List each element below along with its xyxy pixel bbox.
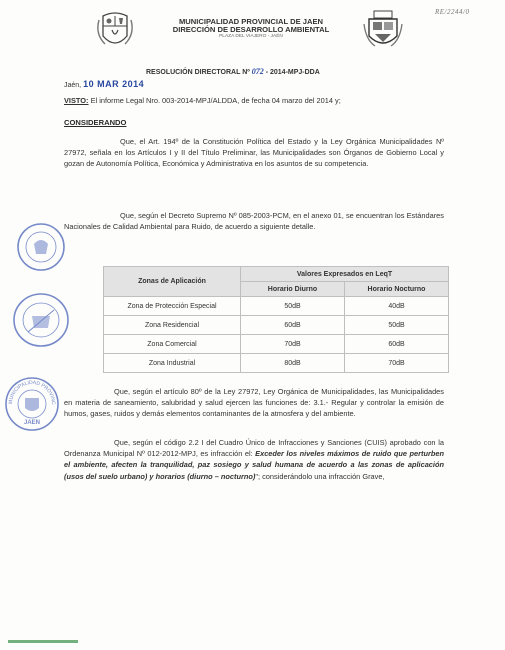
day-cell: 80dB [241,354,345,373]
zone-cell: Zona Residencial [104,316,241,335]
zone-cell: Zona Industrial [104,354,241,373]
zone-cell: Zona Comercial [104,335,241,354]
letterhead [140,18,362,39]
date-line [64,79,144,89]
header-zones: Zonas de Aplicación [104,267,241,297]
corner-reference: RE/2244/0 [435,8,470,16]
bottom-scan-mark [8,640,78,643]
paragraph-constitution: Que, el Art. 194º de la Constitución Política del Estado y la Ley Orgánica Municipalidades Nº 27972, señala en los Artículos I y II del Título Preliminar, las Municipalidades son Órganos de Gobierno Local y gozan de Autonomía Política, Económica y Administrativa en los asuntos de su competencia. [64,137,444,169]
header-day: Horario Diurno [241,282,345,297]
official-stamp-1 [16,222,66,272]
header-night: Horario Nocturno [345,282,449,297]
letterhead-line-1: MUNICIPALIDAD PROVINCIAL DE JAEN [178,17,323,26]
resolution-number: 072 [251,67,264,76]
day-cell: 50dB [241,297,345,316]
resolution-title-prefix: RESOLUCIÓN DIRECTORAL Nº [146,69,250,76]
date-stamp: 10 MAR 2014 [83,79,145,89]
official-stamp-2 [12,292,70,348]
letterhead-line-2: DIRECCIÓN DE DESARROLLO AMBIENTAL [172,24,330,34]
visto-text: El informe Legal Nro. 003-2014-MPJ/ALDDA, de fecha 04 marzo del 2014 y; [90,96,341,105]
night-cell: 70dB [345,354,449,373]
day-cell: 60dB [241,316,345,335]
considerando-heading: CONSIDERANDO [64,118,127,127]
resolution-title [146,67,320,76]
table-row [104,297,449,316]
table-row [104,354,449,373]
stamp-city-text: JAEN [23,420,41,426]
municipal-shield-logo [363,10,403,52]
noise-standards-table [103,266,449,373]
cuis-infraction-quote: Exceder los niveles máximos de ruido que perturben el ambiente, afecten la tranquilidad, paz sosiego y salud humana de acuerdo a las zonas de aplicación (usos del suelo urbano) y horarios (diurno – nocturno) [64,449,444,481]
letterhead-address: PLAZA DEL VIAJERO - JAÉN [219,33,283,39]
zone-cell: Zona de Protección Especial [104,297,241,316]
municipal-stamp-jaen [4,376,60,432]
table-row [104,316,449,335]
night-cell: 50dB [345,316,449,335]
table-row [104,335,449,354]
paragraph-article-80: Que, según el artículo 80º de la Ley 27972, Ley Orgánica de Municipalidades, las Municipalidades en materia de saneamiento, salubridad y salud ejercen las funciones de: 3.1.- Regular y controlar la emisión de humos, gases, ruidos y demás elementos contaminantes de la atmosfera y del ambiente. [64,387,444,419]
day-cell: 70dB [241,335,345,354]
paragraph-decreto-supremo: Que, según el Decreto Supremo Nº 085-2003-PCM, en el anexo 01, se encuentran los Estándares Nacionales de Calidad Ambiental para Ruido, de acuerdo a siguiente detalle. [64,211,444,232]
resolution-title-suffix: - 2014-MPJ-DDA [265,69,320,76]
peru-coat-of-arms-logo [95,10,135,52]
cuis-intro: Que, según el código 2.2 I del Cuadro Único de Infracciones y Sanciones (CUIS) aprobado con la Ordenanza Municipal Nº 012-2012-MPJ, es infracción el: [64,438,444,459]
cuis-tail: "; considerándolo una infracción Grave, [255,471,385,481]
stamp-arc-text: MUNICIPALIDAD PROVINC [7,379,57,405]
place-label: Jaén, [64,82,82,89]
visto-label: VISTO: [64,96,89,105]
night-cell: 60dB [345,335,449,354]
visto-paragraph [64,95,444,106]
table-header-row [104,267,449,282]
header-values-group: Valores Expresados en LeqT [241,267,449,282]
night-cell: 40dB [345,297,449,316]
paragraph-cuis [64,437,444,482]
